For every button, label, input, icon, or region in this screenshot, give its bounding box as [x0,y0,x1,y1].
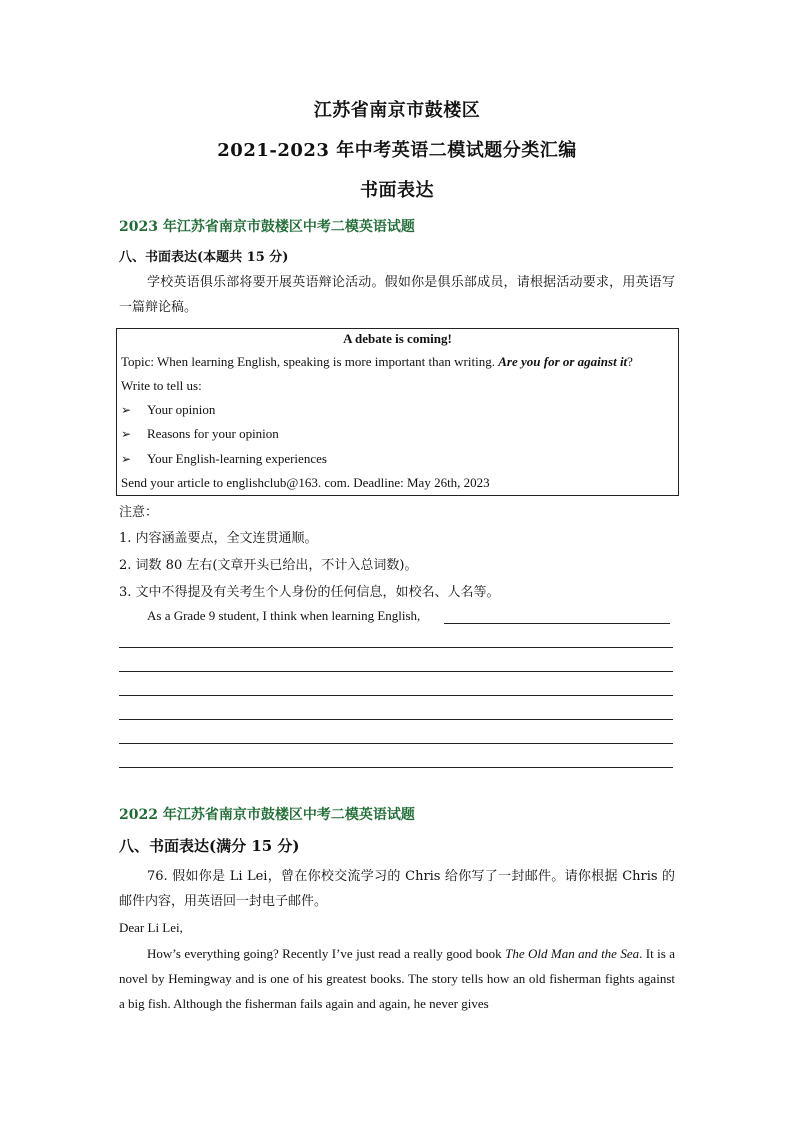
debate-topic-question: Are you for or against it [498,354,628,369]
section-2022-question-heading: 八、书面表达(满分 15 分) [119,837,300,855]
bullet-item [121,451,327,467]
debate-write-line: Write to tell us: [121,378,202,393]
arrow-bullet-icon: ➢ [121,452,132,466]
section-2022-instruction: 76. 假如你是 Li Lei，曾在你校交流学习的 Chris 给你写了一封邮件。请你根据 Chris 的邮件内容，用英语回一封电子邮件。 [119,869,675,909]
section-2023-question-heading: 八、书面表达(本题共 15 分) [119,250,289,265]
notes-label: 注意： [119,505,159,520]
note-item: 2. 词数 80 左右(文章开头已给出，不计入总词数)。 [119,558,418,573]
letter-salutation: Dear Li Lei, [119,920,183,935]
debate-topic-text: Topic: When learning English, speaking is more important than writing. [121,354,499,369]
debate-topic-mark: ? [627,354,633,369]
essay-starter: As a Grade 9 student, I think when learning English, [147,608,421,623]
letter-text: . It is a novel by Hemingway and is one of his greatest books. The story tells how an old fisherman fights against a big fish. Although the fisherman fails again and again, he never gives [119,946,676,1011]
debate-topic [121,354,633,370]
section-2022-heading: 2022 年江苏省南京市鼓楼区中考二模英语试题 [119,807,415,823]
bullet-item [121,426,279,442]
writing-line [119,647,673,648]
writing-line [119,719,673,720]
doc-title-topic: 书面表达 [360,180,434,201]
section-2023-instruction: 学校英语俱乐部将要开展英语辩论活动。假如你是俱乐部成员，请根据活动要求，用英语写一篇辩论稿。 [119,275,675,315]
letter-text: How’s everything going? Recently I’ve just read a really good book [147,946,506,961]
debate-notice-box [116,328,679,496]
letter-body [119,941,675,1016]
note-item: 3. 文中不得提及有关考生个人身份的任何信息，如校名、人名等。 [119,585,500,600]
writing-line [444,623,670,624]
note-item: 1. 内容涵盖要点，全文连贯通顺。 [119,531,318,546]
bullet-text: Your opinion [147,402,216,417]
debate-send-line: Send your article to englishclub@163. com. Deadline: May 26th, 2023 [121,475,490,490]
writing-line [119,743,673,744]
arrow-bullet-icon: ➢ [121,403,132,417]
writing-line [119,767,673,768]
section-2023-heading: 2023 年江苏省南京市鼓楼区中考二模英语试题 [119,219,415,235]
writing-line [119,695,673,696]
debate-box-title: A debate is coming! [343,331,452,346]
bullet-item [121,402,215,418]
book-title: The Old Man and the Sea [505,946,640,961]
doc-title-collection: 2021-2023 年中考英语二模试题分类汇编 [217,140,577,161]
bullet-text: Your English-learning experiences [147,451,327,466]
writing-line [119,671,673,672]
bullet-text: Reasons for your opinion [147,426,279,441]
doc-title-region: 江苏省南京市鼓楼区 [313,100,481,121]
arrow-bullet-icon: ➢ [121,427,132,441]
